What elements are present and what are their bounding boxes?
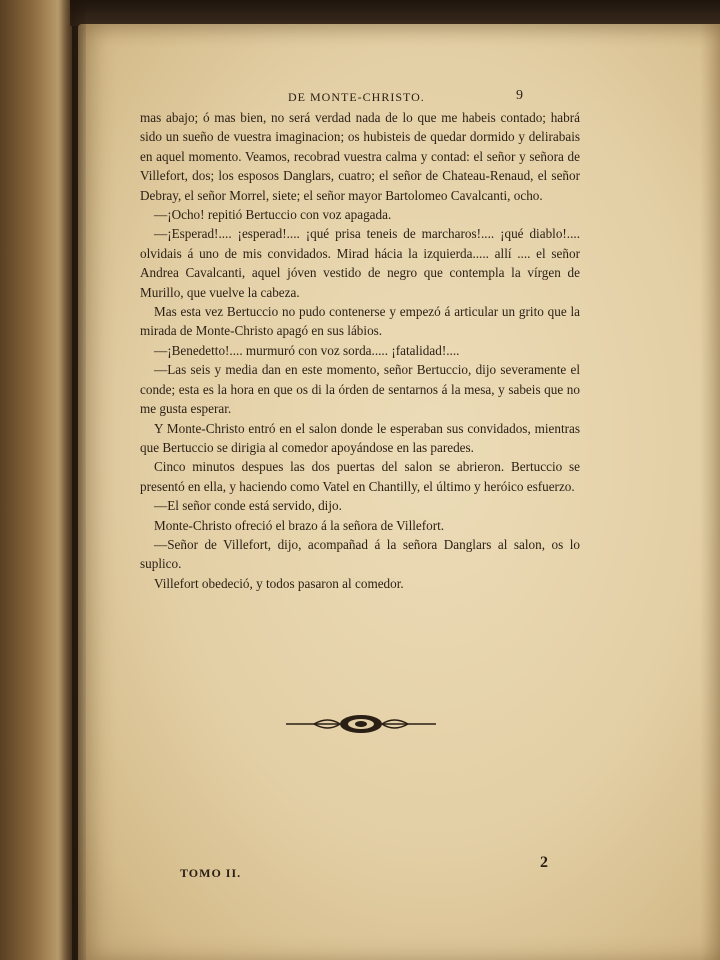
page-header [288, 90, 548, 106]
paragraph: Y Monte-Christo entró en el salon donde le esperaban sus convidados, mientras que Bertuccio se dirigia al comedor apoyándose en las paredes. [140, 420, 580, 455]
body-text [140, 108, 580, 593]
signature-mark: 2 [540, 854, 548, 871]
dialogue-line: —¡Benedetto!.... murmuró con voz sorda..... ¡fatalidad!.... [154, 342, 460, 358]
paragraph: Cinco minutos despues las dos puertas del salon se abrieron. Bertuccio se presentó en ella, y haciendo como Vatel en Chantilly, el último y heróico esfuerzo. [140, 459, 580, 494]
dialogue-line: —¡Esperad!.... ¡esperad!.... ¡qué prisa teneis de marcharos!.... ¡qué diablo!.... olvidais á uno de mis convidados. Mirad hácia la izquierda..... allí .... el señor Andrea Cavalcanti, aquel jóven vestido de negro que contempla la vírgen de Murillo, que vuelve la cabeza. [140, 226, 580, 300]
page-edge-shadow [700, 24, 720, 960]
paragraph-continued: mas abajo; ó mas bien, no será verdad nada de lo que me habeis contado; habrá sido un sueño de vuestra imaginacion; os hubisteis de quedar dormido y delirabais en aquel momento. Veamos, recobrad vuestra calma y contad: el señor y señora de Villefort, dos; los esposos Danglars, cuatro; el señor de Chateau-Renaud, el señor Debray, el señor Morrel, siete; el señor mayor Bartolomeo Cavalcanti, ocho. [140, 110, 580, 203]
running-title: DE MONTE-CHRISTO. [288, 90, 425, 104]
dialogue-line: —El señor conde está servido, dijo. [154, 498, 342, 514]
dialogue-line: —Las seis y media dan en este momento, señor Bertuccio, dijo severamente el conde; esta es la hora en que os di la órden de sentarnos á la mesa, y sabeis que no me gusta esperar. [140, 362, 580, 417]
fleuron-ornament-icon [284, 712, 438, 736]
table-surface-top [70, 0, 720, 26]
book-spine-shadow [60, 0, 86, 960]
dialogue-line: —¡Ocho! repitió Bertuccio con voz apagada. [154, 207, 392, 223]
paragraph: Mas esta vez Bertuccio no pudo contenerse y empezó á articular un grito que la mirada de Monte-Christo apagó en sus lábios. [140, 304, 580, 339]
paragraph: Monte-Christo ofreció el brazo á la señora de Villefort. [154, 517, 445, 533]
page-number: 9 [516, 88, 524, 103]
dialogue-line: —Señor de Villefort, dijo, acompañad á la señora Danglars al salon, os lo suplico. [140, 536, 580, 572]
paragraph: Villefort obedeció, y todos pasaron al comedor. [154, 575, 404, 591]
volume-label: TOMO II. [180, 866, 242, 880]
